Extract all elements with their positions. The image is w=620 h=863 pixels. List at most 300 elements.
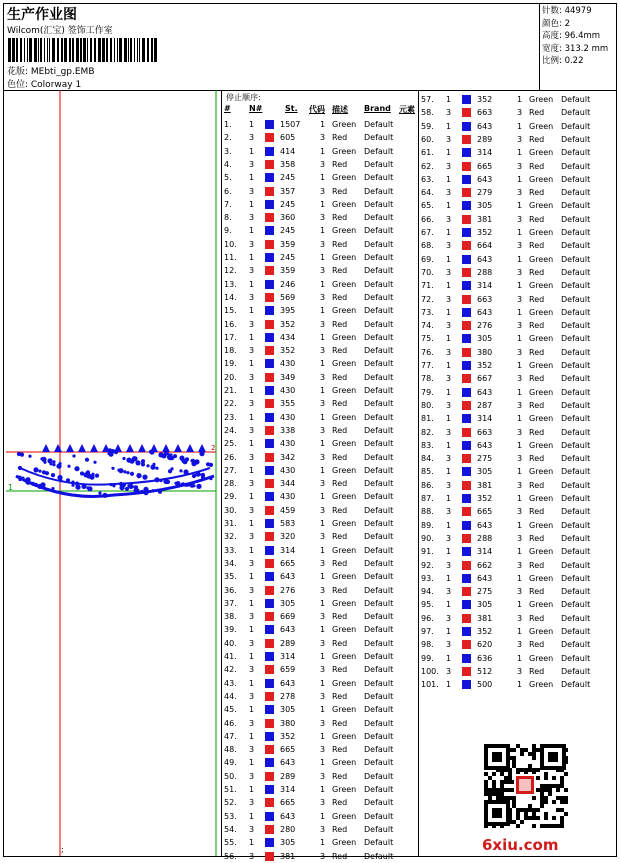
table-row bbox=[222, 477, 418, 490]
color-swatch bbox=[265, 719, 274, 728]
row-cell: Default bbox=[364, 638, 394, 648]
row-cell: 1507 bbox=[280, 120, 301, 129]
row-cell: Red bbox=[332, 399, 348, 409]
color-swatch bbox=[462, 241, 471, 250]
row-cell: 287 bbox=[477, 400, 493, 410]
embroidery-stitch bbox=[183, 469, 188, 474]
row-cell: 620 bbox=[477, 640, 493, 650]
embroidery-stitch bbox=[121, 486, 124, 489]
row-cell: 3 bbox=[249, 452, 255, 462]
embroidery-stitch bbox=[111, 467, 114, 470]
embroidery-stitch bbox=[74, 466, 79, 471]
embroidery-stitch bbox=[158, 490, 162, 494]
color-swatch bbox=[265, 745, 274, 754]
row-cell: Green bbox=[332, 625, 357, 635]
color-swatch bbox=[462, 534, 471, 543]
color-swatch bbox=[462, 361, 471, 370]
stat-label: 高度: bbox=[542, 31, 562, 42]
row-cell: 3 bbox=[249, 558, 255, 568]
table-row bbox=[419, 585, 615, 598]
row-cell: 3 bbox=[249, 399, 255, 409]
row-cell: Default bbox=[561, 161, 591, 171]
row-cell: 1 bbox=[249, 519, 255, 528]
embroidery-stitch bbox=[165, 480, 168, 483]
embroidery-stitch bbox=[209, 477, 212, 480]
table-row bbox=[222, 424, 418, 437]
row-cell: 1 bbox=[249, 120, 255, 129]
embroidery-stitch bbox=[161, 453, 166, 458]
table-row bbox=[419, 598, 615, 611]
color-swatch bbox=[462, 122, 471, 131]
row-cell: 314 bbox=[477, 148, 493, 158]
color-swatch bbox=[265, 506, 274, 515]
row-cell: 1 bbox=[249, 226, 255, 236]
row-cell: 1 bbox=[446, 95, 452, 104]
color-swatch bbox=[462, 494, 471, 503]
row-cell: 29. bbox=[224, 492, 237, 502]
row-cell: Green bbox=[529, 653, 554, 663]
row-cell: Red bbox=[332, 612, 348, 622]
row-cell: 659 bbox=[280, 665, 296, 675]
row-cell: 305 bbox=[477, 201, 493, 211]
row-cell: 314 bbox=[477, 414, 493, 424]
color-swatch bbox=[265, 732, 274, 741]
row-cell: 1 bbox=[249, 652, 255, 661]
table-row bbox=[222, 344, 418, 357]
row-cell: 3 bbox=[249, 638, 255, 648]
table-row bbox=[222, 756, 418, 769]
embroidery-stitch bbox=[128, 484, 133, 489]
embroidery-stitch bbox=[122, 483, 126, 487]
row-cell: Default bbox=[561, 294, 591, 304]
row-cell: 1. bbox=[224, 120, 232, 129]
row-cell: 1 bbox=[446, 653, 452, 663]
table-row bbox=[222, 211, 418, 224]
embroidery-stitch bbox=[33, 467, 38, 472]
row-cell: 359 bbox=[280, 266, 296, 276]
row-cell: 1 bbox=[320, 678, 326, 688]
row-cell: 1 bbox=[320, 332, 326, 342]
sheet-header bbox=[4, 4, 616, 91]
row-cell: 3 bbox=[517, 214, 523, 224]
embroidery-stitch bbox=[40, 482, 45, 487]
row-cell: Green bbox=[529, 680, 554, 690]
row-cell: 3 bbox=[517, 134, 523, 144]
stat-row bbox=[542, 18, 616, 31]
row-cell: 1 bbox=[446, 520, 452, 530]
row-cell: 669 bbox=[280, 612, 296, 622]
color-swatch bbox=[265, 173, 274, 182]
embroidery-stitch bbox=[186, 484, 189, 487]
row-cell: 84. bbox=[421, 454, 434, 464]
row-cell: 85. bbox=[421, 467, 434, 477]
row-cell: Green bbox=[332, 731, 357, 741]
embroidery-stitch bbox=[56, 464, 61, 469]
row-cell: 42. bbox=[224, 665, 237, 675]
row-cell: Default bbox=[364, 718, 394, 728]
row-cell: 3 bbox=[517, 108, 523, 118]
row-cell: Default bbox=[561, 440, 591, 450]
table-row bbox=[419, 133, 615, 146]
row-cell: Green bbox=[332, 306, 357, 316]
row-cell: 15. bbox=[224, 306, 237, 316]
row-cell: Red bbox=[332, 638, 348, 648]
row-cell: 46. bbox=[224, 718, 237, 728]
embroidery-stitch bbox=[117, 469, 120, 472]
row-cell: Red bbox=[529, 321, 545, 331]
row-cell: Red bbox=[529, 613, 545, 623]
row-cell: Default bbox=[364, 678, 394, 688]
table-row bbox=[419, 678, 615, 691]
table-row bbox=[419, 439, 615, 452]
color-swatch bbox=[265, 572, 274, 581]
row-cell: 3 bbox=[249, 159, 255, 169]
row-cell: 643 bbox=[280, 678, 296, 688]
row-cell: 36. bbox=[224, 585, 237, 595]
row-cell: Default bbox=[364, 785, 394, 794]
embroidery-stitch bbox=[154, 477, 159, 482]
design-file: 花版: MEbti_gp.EMB bbox=[7, 67, 95, 77]
row-cell: Default bbox=[364, 492, 394, 502]
table-row bbox=[419, 160, 615, 173]
row-cell: Green bbox=[332, 758, 357, 768]
color-swatch bbox=[462, 374, 471, 383]
embroidery-stitch bbox=[141, 462, 145, 466]
row-cell: 18. bbox=[224, 346, 237, 356]
row-cell: Default bbox=[364, 612, 394, 622]
embroidery-stitch bbox=[91, 473, 94, 476]
stat-label: 比例: bbox=[542, 56, 562, 67]
row-cell: 14. bbox=[224, 292, 237, 302]
table-row bbox=[222, 690, 418, 703]
row-cell: 1 bbox=[446, 467, 452, 477]
row-cell: 3 bbox=[446, 480, 452, 490]
row-cell: Default bbox=[364, 731, 394, 741]
color-swatch bbox=[265, 240, 274, 249]
row-cell: 1 bbox=[517, 254, 523, 264]
row-cell: 1 bbox=[320, 625, 326, 635]
row-cell: Default bbox=[561, 121, 591, 131]
row-cell: Red bbox=[529, 108, 545, 118]
row-cell: Red bbox=[529, 533, 545, 543]
row-cell: 3 bbox=[517, 347, 523, 357]
row-cell: 5. bbox=[224, 173, 232, 183]
page-title: 生产作业图 bbox=[7, 7, 77, 23]
row-cell: 3 bbox=[249, 346, 255, 356]
row-cell: Default bbox=[364, 319, 394, 329]
row-cell: 1 bbox=[320, 306, 326, 316]
row-cell: 3 bbox=[446, 161, 452, 171]
row-cell: 414 bbox=[280, 146, 296, 156]
row-cell: 95. bbox=[421, 600, 434, 610]
row-cell: 69. bbox=[421, 254, 434, 264]
embroidery-stitch bbox=[181, 482, 185, 486]
row-cell: 3 bbox=[320, 691, 326, 701]
table-row bbox=[222, 371, 418, 384]
table-row bbox=[419, 266, 615, 279]
row-cell: Default bbox=[364, 745, 394, 755]
row-cell: Red bbox=[332, 346, 348, 356]
row-cell: Default bbox=[364, 465, 394, 475]
row-cell: Green bbox=[332, 838, 357, 848]
table-row bbox=[222, 517, 418, 530]
row-cell: 665 bbox=[280, 745, 296, 755]
row-cell: 1 bbox=[517, 95, 523, 104]
row-cell: Default bbox=[364, 585, 394, 595]
row-cell: 1 bbox=[446, 547, 452, 557]
row-cell: Red bbox=[529, 134, 545, 144]
row-cell: 276 bbox=[477, 321, 493, 331]
row-cell: 3 bbox=[517, 507, 523, 517]
color-swatch bbox=[265, 346, 274, 355]
color-swatch bbox=[265, 532, 274, 541]
color-swatch bbox=[462, 215, 471, 224]
row-cell: Default bbox=[561, 321, 591, 331]
color-swatch bbox=[462, 561, 471, 570]
table-header: # bbox=[224, 104, 231, 113]
row-cell: 665 bbox=[280, 558, 296, 568]
row-cell: Green bbox=[529, 95, 554, 104]
row-cell: Default bbox=[364, 292, 394, 302]
row-cell: 1 bbox=[320, 811, 326, 821]
color-swatch bbox=[265, 798, 274, 807]
row-cell: 25. bbox=[224, 439, 237, 449]
row-cell: Red bbox=[529, 241, 545, 251]
table-row bbox=[419, 199, 615, 212]
row-cell: 314 bbox=[477, 281, 493, 291]
row-cell: 288 bbox=[477, 533, 493, 543]
row-cell: 34. bbox=[224, 558, 237, 568]
table-row bbox=[222, 504, 418, 517]
embroidery-stitch bbox=[52, 463, 55, 466]
row-cell: 28. bbox=[224, 479, 237, 489]
row-cell: 3 bbox=[249, 213, 255, 223]
marker-right: 2 bbox=[211, 444, 216, 452]
row-cell: 3 bbox=[446, 347, 452, 357]
color-swatch bbox=[265, 466, 274, 475]
row-cell: Default bbox=[561, 653, 591, 663]
row-cell: 67. bbox=[421, 228, 434, 237]
table-row bbox=[222, 743, 418, 756]
row-cell: 1 bbox=[320, 705, 326, 715]
row-cell: 643 bbox=[477, 573, 493, 583]
embroidery-crest bbox=[102, 444, 110, 452]
embroidery-stitch bbox=[18, 476, 21, 479]
color-swatch bbox=[265, 519, 274, 528]
row-cell: 662 bbox=[477, 560, 493, 570]
embroidery-stitch bbox=[34, 483, 38, 487]
row-cell: 1 bbox=[446, 201, 452, 211]
row-cell: Default bbox=[561, 480, 591, 490]
color-swatch bbox=[265, 320, 274, 329]
row-cell: 38. bbox=[224, 612, 237, 622]
row-cell: Green bbox=[529, 414, 554, 424]
row-cell: 8. bbox=[224, 213, 232, 223]
color-swatch bbox=[462, 481, 471, 490]
row-cell: 12. bbox=[224, 266, 237, 276]
embroidery-stitch bbox=[190, 484, 194, 488]
color-swatch bbox=[265, 838, 274, 847]
row-cell: Default bbox=[364, 159, 394, 169]
row-cell: Default bbox=[561, 414, 591, 424]
row-cell: 78. bbox=[421, 374, 434, 384]
row-cell: 3 bbox=[446, 427, 452, 437]
row-cell: 320 bbox=[280, 532, 296, 542]
row-cell: 3 bbox=[320, 425, 326, 435]
color-swatch bbox=[462, 268, 471, 277]
row-cell: 53. bbox=[224, 811, 237, 821]
row-cell: Default bbox=[561, 254, 591, 264]
row-cell: 1 bbox=[249, 785, 255, 794]
row-cell: 44. bbox=[224, 691, 237, 701]
row-cell: Red bbox=[332, 479, 348, 489]
row-cell: Green bbox=[529, 307, 554, 317]
row-cell: 1 bbox=[320, 572, 326, 582]
color-swatch bbox=[462, 640, 471, 649]
embroidery-stitch bbox=[129, 459, 134, 464]
row-cell: 664 bbox=[477, 241, 493, 251]
table-row bbox=[222, 570, 418, 583]
table-row bbox=[419, 572, 615, 585]
color-swatch bbox=[265, 187, 274, 196]
row-cell: 30. bbox=[224, 505, 237, 515]
stat-value: 313.2 mm bbox=[561, 43, 609, 54]
row-cell: 289 bbox=[477, 134, 493, 144]
row-cell: 1 bbox=[320, 253, 326, 262]
embroidery-stitch bbox=[179, 469, 182, 472]
row-cell: Default bbox=[561, 108, 591, 118]
color-swatch bbox=[265, 306, 274, 315]
color-swatch bbox=[462, 135, 471, 144]
row-cell: Default bbox=[561, 520, 591, 530]
table-row bbox=[419, 426, 615, 439]
table-row bbox=[222, 663, 418, 676]
row-cell: 1 bbox=[320, 598, 326, 608]
row-cell: Default bbox=[364, 306, 394, 316]
row-cell: 1 bbox=[517, 414, 523, 424]
row-cell: 643 bbox=[280, 572, 296, 582]
row-cell: Default bbox=[364, 425, 394, 435]
row-cell: 3 bbox=[446, 188, 452, 198]
color-swatch bbox=[462, 388, 471, 397]
row-cell: 3 bbox=[249, 479, 255, 489]
embroidery-stitch bbox=[170, 467, 173, 470]
row-cell: 1 bbox=[446, 494, 452, 503]
row-cell: Green bbox=[332, 173, 357, 183]
row-cell: 6. bbox=[224, 186, 232, 196]
color-swatch bbox=[265, 386, 274, 395]
row-cell: 1 bbox=[249, 678, 255, 688]
row-cell: Default bbox=[561, 267, 591, 277]
color-swatch bbox=[265, 639, 274, 648]
row-cell: 280 bbox=[280, 824, 296, 834]
color-swatch bbox=[265, 200, 274, 209]
row-cell: 352 bbox=[477, 228, 493, 237]
row-cell: Green bbox=[332, 359, 357, 369]
embroidery-stitch bbox=[59, 479, 62, 482]
row-cell: Default bbox=[364, 120, 394, 129]
row-cell: 87. bbox=[421, 494, 434, 503]
color-swatch bbox=[265, 652, 274, 661]
row-cell: 100. bbox=[421, 666, 439, 676]
table-row bbox=[222, 703, 418, 716]
stat-row bbox=[542, 5, 616, 18]
table-row bbox=[222, 224, 418, 237]
row-cell: Red bbox=[529, 666, 545, 676]
row-cell: 3 bbox=[249, 612, 255, 622]
row-cell: 643 bbox=[477, 307, 493, 317]
row-cell: Default bbox=[364, 146, 394, 156]
color-swatch bbox=[462, 348, 471, 357]
row-cell: 275 bbox=[477, 587, 493, 597]
row-cell: 1 bbox=[249, 306, 255, 316]
row-cell: Default bbox=[364, 851, 394, 861]
row-cell: 1 bbox=[517, 467, 523, 477]
row-cell: 3 bbox=[249, 505, 255, 515]
row-cell: 500 bbox=[477, 680, 493, 690]
row-cell: Green bbox=[529, 467, 554, 477]
row-cell: 245 bbox=[280, 253, 296, 262]
table-row bbox=[222, 850, 418, 863]
row-cell: 289 bbox=[280, 771, 296, 781]
row-cell: 1 bbox=[517, 653, 523, 663]
row-cell: 643 bbox=[280, 625, 296, 635]
row-cell: 3 bbox=[517, 613, 523, 623]
row-cell: 1 bbox=[320, 838, 326, 848]
row-cell: 3 bbox=[249, 372, 255, 382]
row-cell: 49. bbox=[224, 758, 237, 768]
row-cell: 381 bbox=[280, 851, 296, 861]
row-cell: 3 bbox=[249, 292, 255, 302]
embroidery-stitch bbox=[155, 467, 158, 470]
row-cell: Default bbox=[561, 334, 591, 344]
row-cell: Red bbox=[332, 505, 348, 515]
row-cell: 1 bbox=[249, 359, 255, 369]
row-cell: Default bbox=[364, 359, 394, 369]
embroidery-stitch bbox=[122, 457, 125, 460]
row-cell: 1 bbox=[517, 520, 523, 530]
row-cell: 665 bbox=[477, 161, 493, 171]
row-cell: 3 bbox=[320, 346, 326, 356]
color-swatch bbox=[265, 825, 274, 834]
row-cell: 60. bbox=[421, 134, 434, 144]
row-cell: Red bbox=[332, 665, 348, 675]
row-cell: Green bbox=[529, 573, 554, 583]
row-cell: 3 bbox=[249, 186, 255, 196]
embroidery-crest bbox=[42, 444, 50, 452]
table-row bbox=[222, 717, 418, 730]
row-cell: 50. bbox=[224, 771, 237, 781]
embroidery-crest bbox=[150, 444, 158, 452]
color-swatch bbox=[462, 654, 471, 663]
row-cell: Green bbox=[332, 785, 357, 794]
table-row bbox=[222, 397, 418, 410]
row-cell: 1 bbox=[517, 547, 523, 557]
row-cell: Green bbox=[529, 387, 554, 397]
table-row bbox=[419, 479, 615, 492]
table-row bbox=[419, 146, 615, 159]
row-cell: 1 bbox=[446, 680, 452, 690]
embroidery-stitch bbox=[85, 458, 89, 462]
row-cell: 13. bbox=[224, 279, 237, 289]
table-row bbox=[419, 186, 615, 199]
row-cell: Default bbox=[561, 228, 591, 237]
row-cell: 3 bbox=[446, 587, 452, 597]
row-cell: 1 bbox=[517, 600, 523, 610]
color-swatch bbox=[462, 507, 471, 516]
table-row bbox=[419, 332, 615, 345]
color-swatch bbox=[265, 359, 274, 368]
